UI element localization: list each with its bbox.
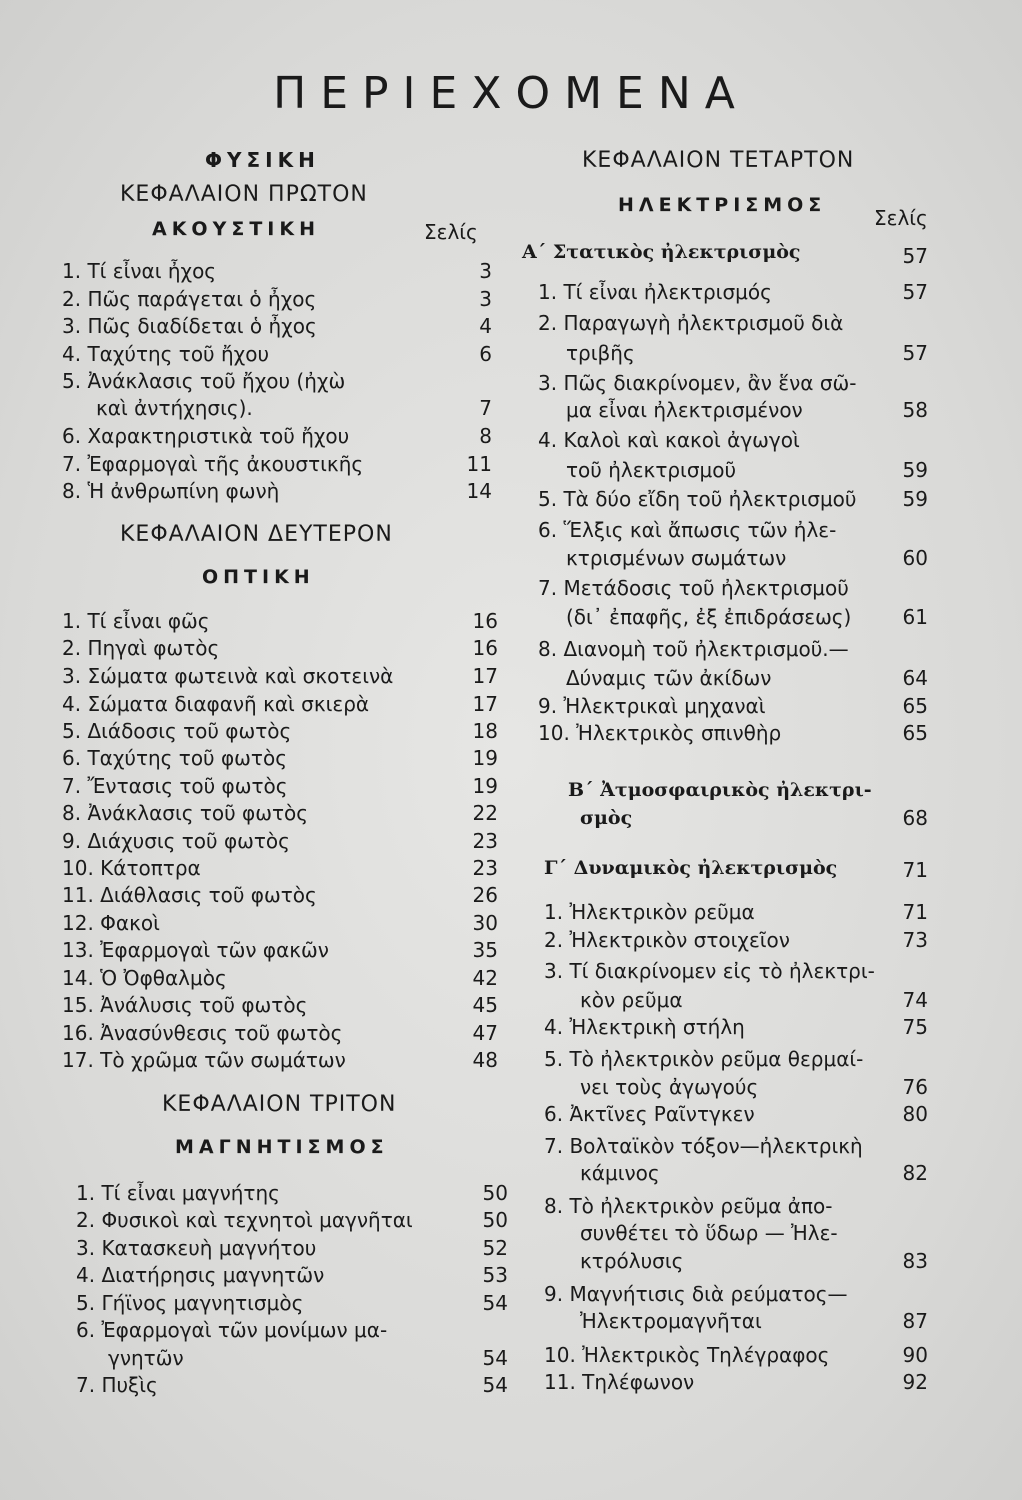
toc-entry-text: 8. Ἀνάκλασις τοῦ φωτὸς xyxy=(62,801,308,825)
subsection-a: Α΄ Στατικὸς ἠλεκτρισμὸς xyxy=(522,241,801,263)
toc-entry-text: 2. Πῶς παράγεται ὁ ἦχος xyxy=(62,287,317,311)
chapter-2-title: ΟΠΤΙΚΗ xyxy=(202,566,315,588)
toc-entry-text: 16. Ἀνασύνθεσις τοῦ φωτὸς xyxy=(62,1021,343,1045)
toc-entry-text: 7. Ἐφαρμογαὶ τῆς ἀκουστικῆς xyxy=(62,452,364,476)
chapter-4-title: ΗΛΕΚΤΡΙΣΜΟΣ xyxy=(618,194,827,216)
toc-entry-text: 13. Ἐφαρμογαὶ τῶν φακῶν xyxy=(62,938,329,962)
subsection-c: Γ΄ Δυναμικὸς ἠλεκτρισμὸς xyxy=(544,857,838,879)
toc-entry-page: 50 xyxy=(482,1208,508,1232)
chapter-1-title: ΑΚΟΥΣΤΙΚΗ xyxy=(152,218,320,240)
toc-entry-page: 14 xyxy=(466,479,492,503)
toc-entry-text: 9. Μαγνήτισις διὰ ρεύματος— xyxy=(544,1282,848,1306)
toc-entry-page: 11 xyxy=(466,452,492,476)
toc-entry-text: 7. Ἔντασις τοῦ φωτὸς xyxy=(62,774,288,798)
toc-entry-text: 3. Τί διακρίνομεν εἰς τὸ ἠλεκτρι- xyxy=(544,959,875,983)
toc-entry-text: 6. Ταχύτης τοῦ φωτὸς xyxy=(62,746,287,770)
toc-entry-page: 71 xyxy=(902,900,928,924)
toc-entry-text: 8. Τὸ ἠλεκτρικὸν ρεῦμα ἀπο- xyxy=(544,1194,833,1218)
subsection-a-page: 57 xyxy=(902,244,928,268)
toc-entry-page: 87 xyxy=(902,1309,928,1333)
toc-entry-page: 23 xyxy=(472,856,498,880)
subsection-b-page: 68 xyxy=(902,806,928,830)
toc-entry-page: 80 xyxy=(902,1102,928,1126)
chapter-3-heading: ΚΕΦΑΛΑΙΟΝ ΤΡΙΤΟΝ xyxy=(162,1092,397,1117)
toc-entry-page: 26 xyxy=(472,883,498,907)
toc-entry-page: 47 xyxy=(472,1021,498,1045)
toc-entry-text: 3. Κατασκευὴ μαγνήτου xyxy=(76,1236,317,1260)
toc-entry-page: 30 xyxy=(472,911,498,935)
toc-entry-text: 1. Τί εἶναι ἦχος xyxy=(62,259,217,283)
toc-entry-text: νει τοὺς ἀγωγούς xyxy=(580,1075,759,1099)
toc-entry-text: 1. Τί εἶναι μαγνήτης xyxy=(76,1181,280,1205)
toc-entry-text: 1. Ἠλεκτρικὸν ρεῦμα xyxy=(544,900,755,924)
toc-entry-text: (δι᾽ ἐπαφῆς, ἐξ ἐπιδράσεως) xyxy=(566,605,852,629)
toc-entry-text: 5. Ἀνάκλασις τοῦ ἤχου (ἠχὼ xyxy=(62,369,346,393)
toc-entry-page: 92 xyxy=(902,1370,928,1394)
toc-entry-text: 7. Πυξὶς xyxy=(76,1373,158,1397)
toc-entry-text: 10. Ἠλεκτρικὸς Τηλέγραφος xyxy=(544,1343,830,1367)
toc-entry-text: Δύναμις τῶν ἀκίδων xyxy=(566,666,772,690)
toc-entry-text: 1. Τί εἶναι ἠλεκτρισμός xyxy=(538,280,772,304)
toc-entry-page: 4 xyxy=(479,314,492,338)
toc-entry-text: 15. Ἀνάλυσις τοῦ φωτὸς xyxy=(62,993,308,1017)
toc-entry-text: 10. Κάτοπτρα xyxy=(62,856,201,880)
toc-entry-page: 57 xyxy=(902,341,928,365)
toc-entry-text: 17. Τὸ χρῶμα τῶν σωμάτων xyxy=(62,1048,346,1072)
toc-entry-page: 52 xyxy=(482,1236,508,1260)
toc-entry-page: 35 xyxy=(472,938,498,962)
toc-entry-page: 7 xyxy=(479,396,492,420)
toc-entry-text: 11. Διάθλασις τοῦ φωτὸς xyxy=(62,883,317,907)
toc-entry-page: 57 xyxy=(902,280,928,304)
toc-entry-page: 65 xyxy=(902,721,928,745)
toc-entry-text: 6. Ἀκτῖνες Ραῖντγκεν xyxy=(544,1102,755,1126)
toc-entry-text: 4. Καλοὶ καὶ κακοὶ ἀγωγοὶ xyxy=(538,428,800,452)
toc-entry-text: 4. Σώματα διαφανῆ καὶ σκιερὰ xyxy=(62,692,370,716)
toc-entry-text: 7. Βολταϊκὸν τόξον—ἠλεκτρικὴ xyxy=(544,1134,863,1158)
subsection-c-page: 71 xyxy=(902,858,928,882)
toc-entry-text: κὸν ρεῦμα xyxy=(580,988,683,1012)
toc-entry-text: 2. Ἠλεκτρικὸν στοιχεῖον xyxy=(544,928,790,952)
toc-entry-text: καὶ ἀντήχησις). xyxy=(96,396,253,420)
toc-entry-page: 18 xyxy=(472,719,498,743)
toc-entry-page: 17 xyxy=(472,692,498,716)
toc-entry-page: 6 xyxy=(479,342,492,366)
chapter-1-heading: ΚΕΦΑΛΑΙΟΝ ΠΡΩΤΟΝ xyxy=(120,182,368,207)
toc-entry-text: συνθέτει τὸ ὕδωρ — Ἠλε- xyxy=(580,1221,838,1245)
toc-entry-page: 19 xyxy=(472,774,498,798)
toc-entry-page: 54 xyxy=(482,1291,508,1315)
toc-entry-page: 16 xyxy=(472,636,498,660)
toc-entry-page: 45 xyxy=(472,993,498,1017)
toc-entry-page: 60 xyxy=(902,546,928,570)
toc-entry-page: 50 xyxy=(482,1181,508,1205)
toc-entry-page: 22 xyxy=(472,801,498,825)
toc-entry-text: 12. Φακοὶ xyxy=(62,911,160,935)
toc-entry-text: κάμινος xyxy=(580,1161,660,1185)
toc-entry-text: 5. Τὸ ἠλεκτρικὸν ρεῦμα θερμαί- xyxy=(544,1047,864,1071)
toc-entry-page: 75 xyxy=(902,1015,928,1039)
toc-entry-text: 6. Ἐφαρμογαὶ τῶν μονίμων μα- xyxy=(76,1318,388,1342)
toc-entry-page: 64 xyxy=(902,666,928,690)
toc-entry-page: 73 xyxy=(902,928,928,952)
toc-entry-text: 7. Μετάδοσις τοῦ ἠλεκτρισμοῦ xyxy=(538,576,849,600)
toc-entry-text: 3. Πῶς διαδίδεται ὁ ἦχος xyxy=(62,314,317,338)
toc-entry-page: 8 xyxy=(479,424,492,448)
toc-entry-text: Ἠλεκτρομαγνῆται xyxy=(580,1309,762,1333)
toc-entry-page: 54 xyxy=(482,1346,508,1370)
toc-entry-page: 23 xyxy=(472,829,498,853)
toc-entry-page: 83 xyxy=(902,1249,928,1273)
section-heading: ΦΥΣΙΚΗ xyxy=(205,148,320,172)
page-column-label-right: Σελίς xyxy=(874,206,928,230)
toc-entry-text: μα εἶναι ἠλεκτρισμένον xyxy=(566,398,803,422)
toc-entry-text: 6. Ἕλξις καὶ ἄπωσις τῶν ἠλε- xyxy=(538,518,837,542)
toc-entry-text: 8. Ἡ ἀνθρωπίνη φωνὴ xyxy=(62,479,280,503)
toc-entry-text: 14. Ὁ Ὀφθαλμὸς xyxy=(62,966,227,990)
toc-entry-page: 59 xyxy=(902,487,928,511)
toc-entry-page: 3 xyxy=(479,287,492,311)
toc-entry-page: 48 xyxy=(472,1048,498,1072)
page-title: ΠΕΡΙΕΧΟΜΕΝΑ xyxy=(273,68,749,119)
toc-entry-page: 65 xyxy=(902,694,928,718)
toc-entry-text: 3. Σώματα φωτεινὰ καὶ σκοτεινὰ xyxy=(62,664,394,688)
toc-entry-text: 6. Χαρακτηριστικὰ τοῦ ἤχου xyxy=(62,424,350,448)
chapter-3-title: ΜΑΓΝΗΤΙΣΜΟΣ xyxy=(175,1136,389,1158)
toc-entry-page: 76 xyxy=(902,1075,928,1099)
toc-entry-text: 9. Ἠλεκτρικαὶ μηχαναὶ xyxy=(538,694,766,718)
toc-entry-text: 11. Τηλέφωνον xyxy=(544,1370,695,1394)
subsection-b-line2: σμὸς xyxy=(580,807,633,829)
toc-entry-text: 5. Διάδοσις τοῦ φωτὸς xyxy=(62,719,292,743)
chapter-2-heading: ΚΕΦΑΛΑΙΟΝ ΔΕΥΤΕΡΟΝ xyxy=(120,522,393,547)
toc-entry-page: 59 xyxy=(902,458,928,482)
toc-entry-page: 53 xyxy=(482,1263,508,1287)
toc-entry-text: 2. Πηγαὶ φωτὸς xyxy=(62,636,220,660)
toc-entry-page: 42 xyxy=(472,966,498,990)
toc-entry-text: 3. Πῶς διακρίνομεν, ἂν ἕνα σῶ- xyxy=(538,371,857,395)
toc-entry-text: κτρισμένων σωμάτων xyxy=(566,546,787,570)
toc-entry-page: 54 xyxy=(482,1373,508,1397)
toc-entry-page: 61 xyxy=(902,605,928,629)
toc-entry-text: 4. Ταχύτης τοῦ ἤχου xyxy=(62,342,270,366)
toc-entry-page: 82 xyxy=(902,1161,928,1185)
toc-entry-text: 5. Τὰ δύο εἴδη τοῦ ἠλεκτρισμοῦ xyxy=(538,487,857,511)
toc-entry-text: 1. Τί εἶναι φῶς xyxy=(62,609,210,633)
toc-entry-text: 4. Ἠλεκτρικὴ στήλη xyxy=(544,1015,745,1039)
page-column-label: Σελίς xyxy=(424,220,478,244)
toc-entry-text: 8. Διανομὴ τοῦ ἠλεκτρισμοῦ.— xyxy=(538,637,849,661)
toc-entry-text: 10. Ἠλεκτρικὸς σπινθὴρ xyxy=(538,721,782,745)
toc-entry-page: 17 xyxy=(472,664,498,688)
chapter-4-heading: ΚΕΦΑΛΑΙΟΝ ΤΕΤΑΡΤΟΝ xyxy=(582,148,855,173)
toc-entry-text: κτρόλυσις xyxy=(580,1249,684,1273)
toc-entry-page: 3 xyxy=(479,259,492,283)
toc-entry-text: 2. Φυσικοὶ καὶ τεχνητοὶ μαγνῆται xyxy=(76,1208,413,1232)
subsection-b-line1: Β΄ Ἀτμοσφαιρικὸς ἠλεκτρι- xyxy=(568,779,872,801)
toc-entry-text: 2. Παραγωγὴ ἠλεκτρισμοῦ διὰ xyxy=(538,311,844,335)
toc-entry-text: γνητῶν xyxy=(108,1346,184,1370)
toc-entry-page: 58 xyxy=(902,398,928,422)
toc-entry-text: 5. Γήϊνος μαγνητισμὸς xyxy=(76,1291,304,1315)
toc-entry-text: 9. Διάχυσις τοῦ φωτὸς xyxy=(62,829,290,853)
toc-entry-text: τοῦ ἠλεκτρισμοῦ xyxy=(566,458,737,482)
toc-entry-page: 16 xyxy=(472,609,498,633)
toc-entry-page: 19 xyxy=(472,746,498,770)
toc-entry-page: 90 xyxy=(902,1343,928,1367)
toc-entry-text: 4. Διατήρησις μαγνητῶν xyxy=(76,1263,325,1287)
toc-entry-text: τριβῆς xyxy=(566,341,635,365)
toc-entry-page: 74 xyxy=(902,988,928,1012)
